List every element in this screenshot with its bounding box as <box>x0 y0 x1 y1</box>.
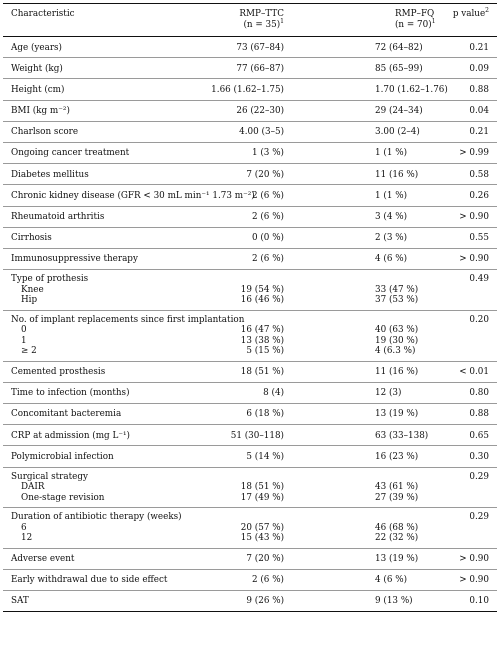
table-row <box>3 185 497 206</box>
sub-row-ttc-value: 19 (54 %) <box>240 284 284 295</box>
row-p-value: 0.21 <box>469 127 489 138</box>
row-label: CRP at admission (mg L⁻¹) <box>11 430 130 441</box>
sub-row-fq-value: 37 (53 %) <box>375 295 419 306</box>
group-p-value: 0.49 <box>469 274 489 285</box>
row-fq-value: 4 (6 %) <box>375 254 408 265</box>
sub-row-label: One-stage revision <box>21 492 105 503</box>
sub-row-ttc-value: 18 (51 %) <box>240 482 284 492</box>
sub-row-label: ≥ 2 <box>21 346 37 357</box>
row-fq-value: 72 (64–82) <box>375 42 423 53</box>
row-ttc-value: 5 (14 %) <box>246 451 284 462</box>
row-label: Adverse event <box>11 554 75 564</box>
row-ttc-value: 2 (6 %) <box>251 254 284 265</box>
row-ttc-value: 7 (20 %) <box>246 554 284 564</box>
row-ttc-value: 18 (51 %) <box>240 367 284 378</box>
row-ttc-value: 4.00 (3–5) <box>239 127 284 138</box>
row-p-value: > 0.90 <box>459 254 489 265</box>
row-label: Concomitant bacteremia <box>11 409 122 420</box>
row-p-value: > 0.99 <box>459 148 489 159</box>
header-rmp-ttc: RMP–TTC (n = 35)$^1$ <box>239 9 284 30</box>
row-fq-value: 1 (1 %) <box>375 148 408 159</box>
row-label: Height (cm) <box>11 84 65 95</box>
sub-row-label: Knee <box>21 284 44 295</box>
row-p-value: > 0.90 <box>459 575 489 586</box>
table-row <box>3 143 497 164</box>
row-ttc-value: 8 (4) <box>263 388 284 399</box>
table-header <box>3 3 497 37</box>
table-row <box>3 228 497 249</box>
row-fq-value: 13 (19 %) <box>375 409 419 420</box>
table-group-row <box>3 468 497 509</box>
row-label: SAT <box>11 596 29 607</box>
row-ttc-value: 2 (6 %) <box>251 575 284 586</box>
row-p-value: 0.65 <box>469 430 489 441</box>
row-p-value: > 0.90 <box>459 554 489 564</box>
sub-row-ttc-value: 13 (38 %) <box>240 335 284 346</box>
row-ttc-value: 26 (22–30) <box>236 106 284 117</box>
table-row <box>3 79 497 100</box>
group-p-value: 0.29 <box>469 471 489 482</box>
row-label: Ongoing cancer treatment <box>11 148 130 159</box>
group-label: Type of prothesis <box>11 274 89 285</box>
row-ttc-value: 7 (20 %) <box>246 169 284 180</box>
row-p-value: 0.30 <box>469 451 489 462</box>
row-label: Polymicrobial infection <box>11 451 114 462</box>
sub-row-label: 0 <box>21 325 27 336</box>
row-fq-value: 29 (24–34) <box>375 106 423 117</box>
row-fq-value: 3.00 (2–4) <box>375 127 420 138</box>
row-fq-value: 13 (19 %) <box>375 554 419 564</box>
row-p-value: 0.88 <box>469 84 489 95</box>
row-label: Time to infection (months) <box>11 388 130 399</box>
row-ttc-value: 77 (66–87) <box>236 63 284 74</box>
table-row <box>3 249 497 270</box>
sub-row-ttc-value: 15 (43 %) <box>240 533 284 543</box>
table-row <box>3 383 497 404</box>
sub-row-fq-value: 19 (30 %) <box>375 335 419 346</box>
group-p-value: 0.20 <box>469 314 489 325</box>
row-p-value: 0.58 <box>469 169 489 180</box>
table-row <box>3 37 497 58</box>
row-fq-value: 9 (13 %) <box>375 596 413 607</box>
sub-row-fq-value: 33 (47 %) <box>375 284 419 295</box>
table-body <box>3 37 497 612</box>
sub-row-fq-value: 46 (68 %) <box>375 522 419 533</box>
row-fq-value: 12 (3) <box>375 388 402 399</box>
row-p-value: 0.10 <box>469 596 489 607</box>
table-row <box>3 425 497 446</box>
row-ttc-value: 9 (26 %) <box>246 596 284 607</box>
row-p-value: < 0.01 <box>459 367 489 378</box>
table-group-row <box>3 270 497 311</box>
row-p-value: 0.04 <box>469 106 489 117</box>
sub-row-label: 1 <box>21 335 27 346</box>
sub-row-ttc-value: 5 (15 %) <box>246 346 284 357</box>
sub-row-label: 12 <box>21 533 33 543</box>
header-p-value: p value$^2$ <box>452 7 489 19</box>
sub-row-ttc-value: 16 (46 %) <box>240 295 284 306</box>
row-fq-value: 1 (1 %) <box>375 190 408 201</box>
row-fq-value: 11 (16 %) <box>375 169 419 180</box>
sub-row-label: 6 <box>21 522 27 533</box>
row-p-value: > 0.90 <box>459 212 489 222</box>
sub-row-fq-value: 40 (63 %) <box>375 325 419 336</box>
group-label: Duration of antibiotic therapy (weeks) <box>11 512 182 522</box>
row-ttc-value: 1 (3 %) <box>251 148 284 159</box>
row-label: Charlson score <box>11 127 79 138</box>
row-label: Weight (kg) <box>11 63 63 74</box>
row-ttc-value: 2 (6 %) <box>251 190 284 201</box>
sub-row-ttc-value: 17 (49 %) <box>240 492 284 503</box>
table-row <box>3 122 497 143</box>
row-label: Immunosuppressive therapy <box>11 254 138 265</box>
row-ttc-value: 51 (30–118) <box>230 430 284 441</box>
row-fq-value: 4 (6 %) <box>375 575 408 586</box>
row-p-value: 0.09 <box>469 63 489 74</box>
row-ttc-value: 0 (0 %) <box>251 233 284 244</box>
row-label: Cirrhosis <box>11 233 52 244</box>
table-group-row <box>3 311 497 362</box>
row-ttc-value: 1.66 (1.62–1.75) <box>211 84 284 95</box>
header-characteristic: Characteristic <box>11 9 75 19</box>
row-label: Cemented prosthesis <box>11 367 106 378</box>
table-row <box>3 207 497 228</box>
header-rmp-fq: RMP–FQ (n = 70)$^1$ <box>395 9 436 30</box>
row-ttc-value: 2 (6 %) <box>251 212 284 222</box>
row-fq-value: 16 (23 %) <box>375 451 419 462</box>
characteristics-table <box>3 3 497 612</box>
table-row <box>3 549 497 570</box>
table-group-row <box>3 508 497 549</box>
group-label: Surgical strategy <box>11 471 88 482</box>
sub-row-label: Hip <box>21 295 38 306</box>
row-fq-value: 3 (4 %) <box>375 212 408 222</box>
table-row <box>3 446 497 467</box>
row-label: Chronic kidney disease (GFR < 30 mL min⁻¹ 1.73 m⁻²) <box>11 190 255 201</box>
row-p-value: 0.80 <box>469 388 489 399</box>
table-row <box>3 164 497 185</box>
table-row <box>3 570 497 591</box>
row-p-value: 0.55 <box>469 233 489 244</box>
row-ttc-value: 73 (67–84) <box>236 42 284 53</box>
sub-row-fq-value: 43 (61 %) <box>375 482 419 492</box>
group-label: No. of implant replacements since first implantation <box>11 314 245 325</box>
sub-row-fq-value: 4 (6.3 %) <box>375 346 416 357</box>
row-p-value: 0.88 <box>469 409 489 420</box>
table-row <box>3 362 497 383</box>
row-label: Early withdrawal due to side effect <box>11 575 168 586</box>
row-fq-value: 85 (65–99) <box>375 63 423 74</box>
sub-row-ttc-value: 20 (57 %) <box>240 522 284 533</box>
table-row <box>3 58 497 79</box>
row-ttc-value: 6 (18 %) <box>246 409 284 420</box>
row-p-value: 0.21 <box>469 42 489 53</box>
row-fq-value: 1.70 (1.62–1.76) <box>375 84 448 95</box>
row-label: Diabetes mellitus <box>11 169 89 180</box>
sub-row-fq-value: 27 (39 %) <box>375 492 419 503</box>
table-row <box>3 591 497 612</box>
sub-row-fq-value: 22 (32 %) <box>375 533 419 543</box>
table-row <box>3 404 497 425</box>
row-label: Rheumatoid arthritis <box>11 212 105 222</box>
row-label: BMI (kg m⁻²) <box>11 106 70 117</box>
row-fq-value: 63 (33–138) <box>375 430 429 441</box>
row-label: Age (years) <box>11 42 62 53</box>
group-p-value: 0.29 <box>469 512 489 522</box>
row-p-value: 0.26 <box>469 190 489 201</box>
table-row <box>3 101 497 122</box>
row-fq-value: 2 (3 %) <box>375 233 408 244</box>
sub-row-label: DAIR <box>21 482 45 492</box>
row-fq-value: 11 (16 %) <box>375 367 419 378</box>
sub-row-ttc-value: 16 (47 %) <box>240 325 284 336</box>
